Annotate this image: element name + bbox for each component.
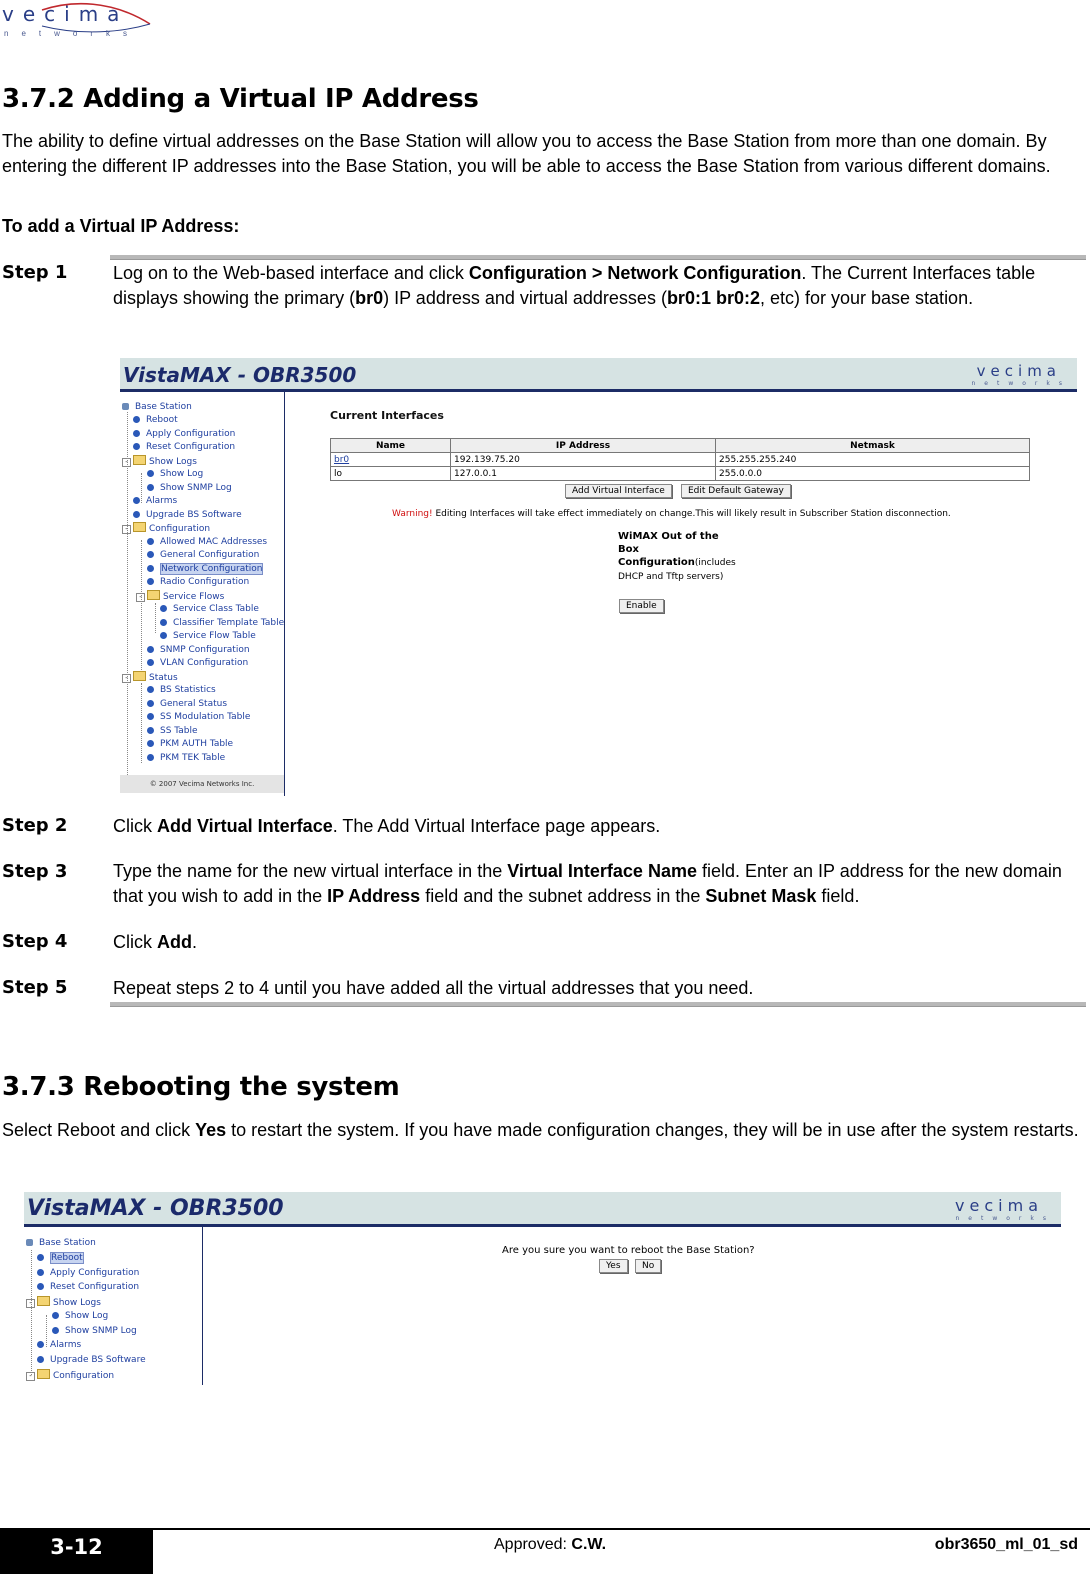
bullet-icon (37, 1283, 44, 1290)
warning-label: Warning! (392, 509, 433, 519)
warning-message: Warning! Editing Interfaces will take effect immediately on change.This will likely result in Subscriber Station disconnection. (392, 509, 951, 519)
bullet-icon (133, 497, 140, 504)
netmask-cell: 255.255.255.240 (716, 453, 1030, 467)
tree-item-alarms[interactable]: Alarms (133, 495, 177, 507)
step-4-text: Click Add. (113, 932, 198, 952)
tree-folder-show-logs[interactable]: - Show Logs (122, 455, 197, 467)
tree-item-pkm-auth-table[interactable]: PKM AUTH Table (147, 738, 233, 750)
bullet-icon (147, 740, 154, 747)
screenshot-logo-word: vecima (976, 362, 1061, 380)
step-2-text: Click Add Virtual Interface. The Add Virtual Interface page appears. (113, 816, 661, 836)
footer-rule (0, 1528, 1090, 1530)
step-3-label: Step 3 (2, 861, 68, 882)
bullet-icon (37, 1356, 44, 1363)
bullet-icon (160, 619, 167, 626)
tree-item-classifier-template-table[interactable]: Classifier Template Table (160, 617, 284, 629)
step-3-text: Type the name for the new virtual interface in the Virtual Interface Name field. Enter an IP address for the new domain that you wish to add in the IP Address field and the subnet address in the Subnet Mask field. (113, 861, 1062, 906)
bullet-icon (147, 538, 154, 545)
bullet-icon (133, 430, 140, 437)
logo-sub: networks (4, 29, 141, 38)
bullet-icon (147, 646, 154, 653)
netmask-cell: 255.0.0.0 (716, 467, 1030, 481)
bullet-icon (52, 1312, 59, 1319)
tree-folder-configuration[interactable]: - Configuration (122, 522, 210, 534)
bullet-icon (147, 578, 154, 585)
column-header-ip: IP Address (451, 439, 716, 453)
column-header-netmask: Netmask (716, 439, 1030, 453)
approved-text: Approved: C.W. (494, 1536, 607, 1553)
tree-item-show-snmp-log[interactable]: Show SNMP Log (147, 482, 232, 494)
folder-icon (147, 590, 160, 600)
tree-separator (284, 392, 285, 796)
tree-item-radio-configuration[interactable]: Radio Configuration (147, 576, 249, 588)
step-1-text: Log on to the Web-based interface and click Configuration > Network Configuration. The Current Interfaces table displays showing the primary (br0) IP address and virtual addresses (br0:1 br0:2, etc) for your base station. (113, 263, 1036, 308)
bullet-icon (147, 686, 154, 693)
section-title-virtual-ip: 3.7.2 Adding a Virtual IP Address (2, 84, 479, 114)
screenshot-logo-word: vecima (955, 1196, 1043, 1215)
section-intro: The ability to define virtual addresses on the Base Station will allow you to access the Base Station from more than one domain. By entering the different IP addresses into the Base Station, you will be able to access the Base Station from various different domains. (2, 131, 1051, 176)
document-id: obr3650_ml_01_sd (934, 1536, 1078, 1553)
tree-folder-configuration[interactable]: - Configuration (26, 1369, 114, 1381)
current-interfaces-table (330, 438, 1030, 481)
screenshot-title: VistaMAX - OBR3500 (123, 363, 357, 387)
tree-folder-service-flows[interactable]: - Service Flows (136, 590, 224, 602)
base-station-icon (122, 403, 129, 410)
tree-item-upgrade-bs-software[interactable]: Upgrade BS Software (37, 1354, 146, 1366)
bullet-icon (52, 1327, 59, 1334)
tree-item-service-class-table[interactable]: Service Class Table (160, 603, 259, 615)
add-virtual-interface-button[interactable]: Add Virtual Interface (565, 484, 672, 498)
folder-icon (133, 455, 146, 465)
tree-item-snmp-configuration[interactable]: SNMP Configuration (147, 644, 250, 656)
tree-item-base-station[interactable]: Base Station (122, 401, 192, 413)
screenshot-header (24, 1192, 1061, 1227)
screenshot-logo-sub: networks (971, 380, 1071, 387)
tree-item-network-configuration[interactable]: Network Configuration (147, 563, 263, 575)
tree-item-show-log[interactable]: Show Log (52, 1310, 108, 1322)
bullet-icon (147, 484, 154, 491)
bullet-icon (147, 727, 154, 734)
collapse-icon[interactable]: - (136, 593, 145, 602)
tree-separator (202, 1227, 203, 1385)
bullet-icon (147, 659, 154, 666)
reboot-intro: Select Reboot and click Yes to restart the system. If you have made configuration changes, they will be in use after the system restarts. (2, 1120, 1079, 1140)
tree-item-ss-table[interactable]: SS Table (147, 725, 198, 737)
tree-item-reset-configuration[interactable]: Reset Configuration (133, 441, 235, 453)
reboot-question: Are you sure you want to reboot the Base Station? (502, 1245, 755, 1256)
bullet-icon (37, 1254, 44, 1261)
bullet-icon (133, 511, 140, 518)
tree-item-vlan-configuration[interactable]: VLAN Configuration (147, 657, 248, 669)
bullet-icon (133, 443, 140, 450)
tree-item-reboot[interactable]: Reboot (133, 414, 178, 426)
tree-folder-show-logs[interactable]: - Show Logs (26, 1296, 101, 1308)
bullet-icon (147, 754, 154, 761)
screenshot-network-configuration (120, 358, 1077, 796)
tree-item-apply-configuration[interactable]: Apply Configuration (133, 428, 235, 440)
current-interfaces-title: Current Interfaces (330, 409, 444, 422)
tree-item-service-flow-table[interactable]: Service Flow Table (160, 630, 256, 642)
procedure-heading: To add a Virtual IP Address: (2, 216, 240, 236)
ip-cell: 127.0.0.1 (451, 467, 716, 481)
step-4-label: Step 4 (2, 931, 68, 952)
tree-item-alarms[interactable]: Alarms (37, 1339, 81, 1351)
bullet-icon (147, 470, 154, 477)
tree-item-bs-statistics[interactable]: BS Statistics (147, 684, 216, 696)
bullet-icon (37, 1341, 44, 1348)
screenshot-header (120, 358, 1077, 392)
tree-item-general-status[interactable]: General Status (147, 698, 227, 710)
bullet-icon (37, 1269, 44, 1276)
ip-cell: 192.139.75.20 (451, 453, 716, 467)
step-2-label: Step 2 (2, 815, 68, 836)
step-5-text: Repeat steps 2 to 4 until you have added all the virtual addresses that you need. (113, 978, 754, 998)
table-row (331, 467, 1030, 481)
folder-icon (133, 671, 146, 681)
bullet-icon (133, 416, 140, 423)
tree-item-upgrade-bs-software[interactable]: Upgrade BS Software (133, 509, 242, 521)
table-row (331, 453, 1030, 467)
tree-item-reset-configuration[interactable]: Reset Configuration (37, 1281, 139, 1293)
bullet-icon (147, 713, 154, 720)
bullet-icon (160, 605, 167, 612)
bullet-icon (147, 700, 154, 707)
bullet-icon (147, 551, 154, 558)
step-1-label: Step 1 (2, 262, 68, 283)
tree-item-pkm-tek-table[interactable]: PKM TEK Table (147, 752, 225, 764)
base-station-icon (26, 1239, 33, 1246)
screenshot-reboot (24, 1192, 1061, 1385)
tree-item-show-log[interactable]: Show Log (147, 468, 203, 480)
tree-item-apply-configuration[interactable]: Apply Configuration (37, 1267, 139, 1279)
bullet-icon (147, 565, 154, 572)
no-button[interactable]: No (635, 1259, 661, 1273)
steps-bottom-rule (110, 1002, 1086, 1007)
bullet-icon (160, 632, 167, 639)
tree-item-reboot[interactable]: Reboot (37, 1252, 84, 1264)
section-title-rebooting: 3.7.3 Rebooting the system (2, 1072, 400, 1102)
vecima-logo (2, 2, 152, 40)
column-header-name: Name (331, 439, 451, 453)
wimax-oob-text: WiMAX Out of the Box Configuration(includes DHCP and Tftp servers) (618, 531, 736, 582)
folder-icon (133, 522, 146, 532)
edit-default-gateway-button[interactable]: Edit Default Gateway (681, 484, 791, 498)
steps-top-rule (110, 255, 1086, 260)
step-5-label: Step 5 (2, 977, 68, 998)
interface-name-cell[interactable] (331, 453, 451, 467)
tree-item-base-station[interactable]: Base Station (26, 1237, 96, 1249)
screenshot-title: VistaMAX - OBR3500 (27, 1196, 284, 1221)
folder-icon (37, 1369, 50, 1379)
tree-item-general-configuration[interactable]: General Configuration (147, 549, 259, 561)
collapse-icon[interactable]: - (26, 1372, 35, 1381)
enable-button[interactable]: Enable (619, 599, 664, 613)
yes-button[interactable]: Yes (599, 1259, 628, 1273)
page-number: 3-12 (0, 1530, 153, 1574)
tree-item-ss-modulation-table[interactable]: SS Modulation Table (147, 711, 250, 723)
tree-folder-status[interactable]: - Status (122, 671, 178, 683)
collapse-icon[interactable]: - (26, 1299, 35, 1308)
collapse-icon[interactable]: - (122, 458, 131, 467)
interface-link-br0[interactable]: br0 (334, 454, 350, 465)
copyright: © 2007 Vecima Networks Inc. (120, 775, 284, 793)
folder-icon (37, 1296, 50, 1306)
screenshot-logo-sub: networks (955, 1215, 1055, 1222)
collapse-icon[interactable]: - (122, 674, 131, 683)
collapse-icon[interactable]: - (122, 525, 131, 534)
tree-item-show-snmp-log[interactable]: Show SNMP Log (52, 1325, 137, 1337)
tree-item-allowed-mac[interactable]: Allowed MAC Addresses (147, 536, 267, 548)
interface-name-cell: lo (331, 467, 451, 481)
logo-word: vecima (2, 2, 129, 26)
